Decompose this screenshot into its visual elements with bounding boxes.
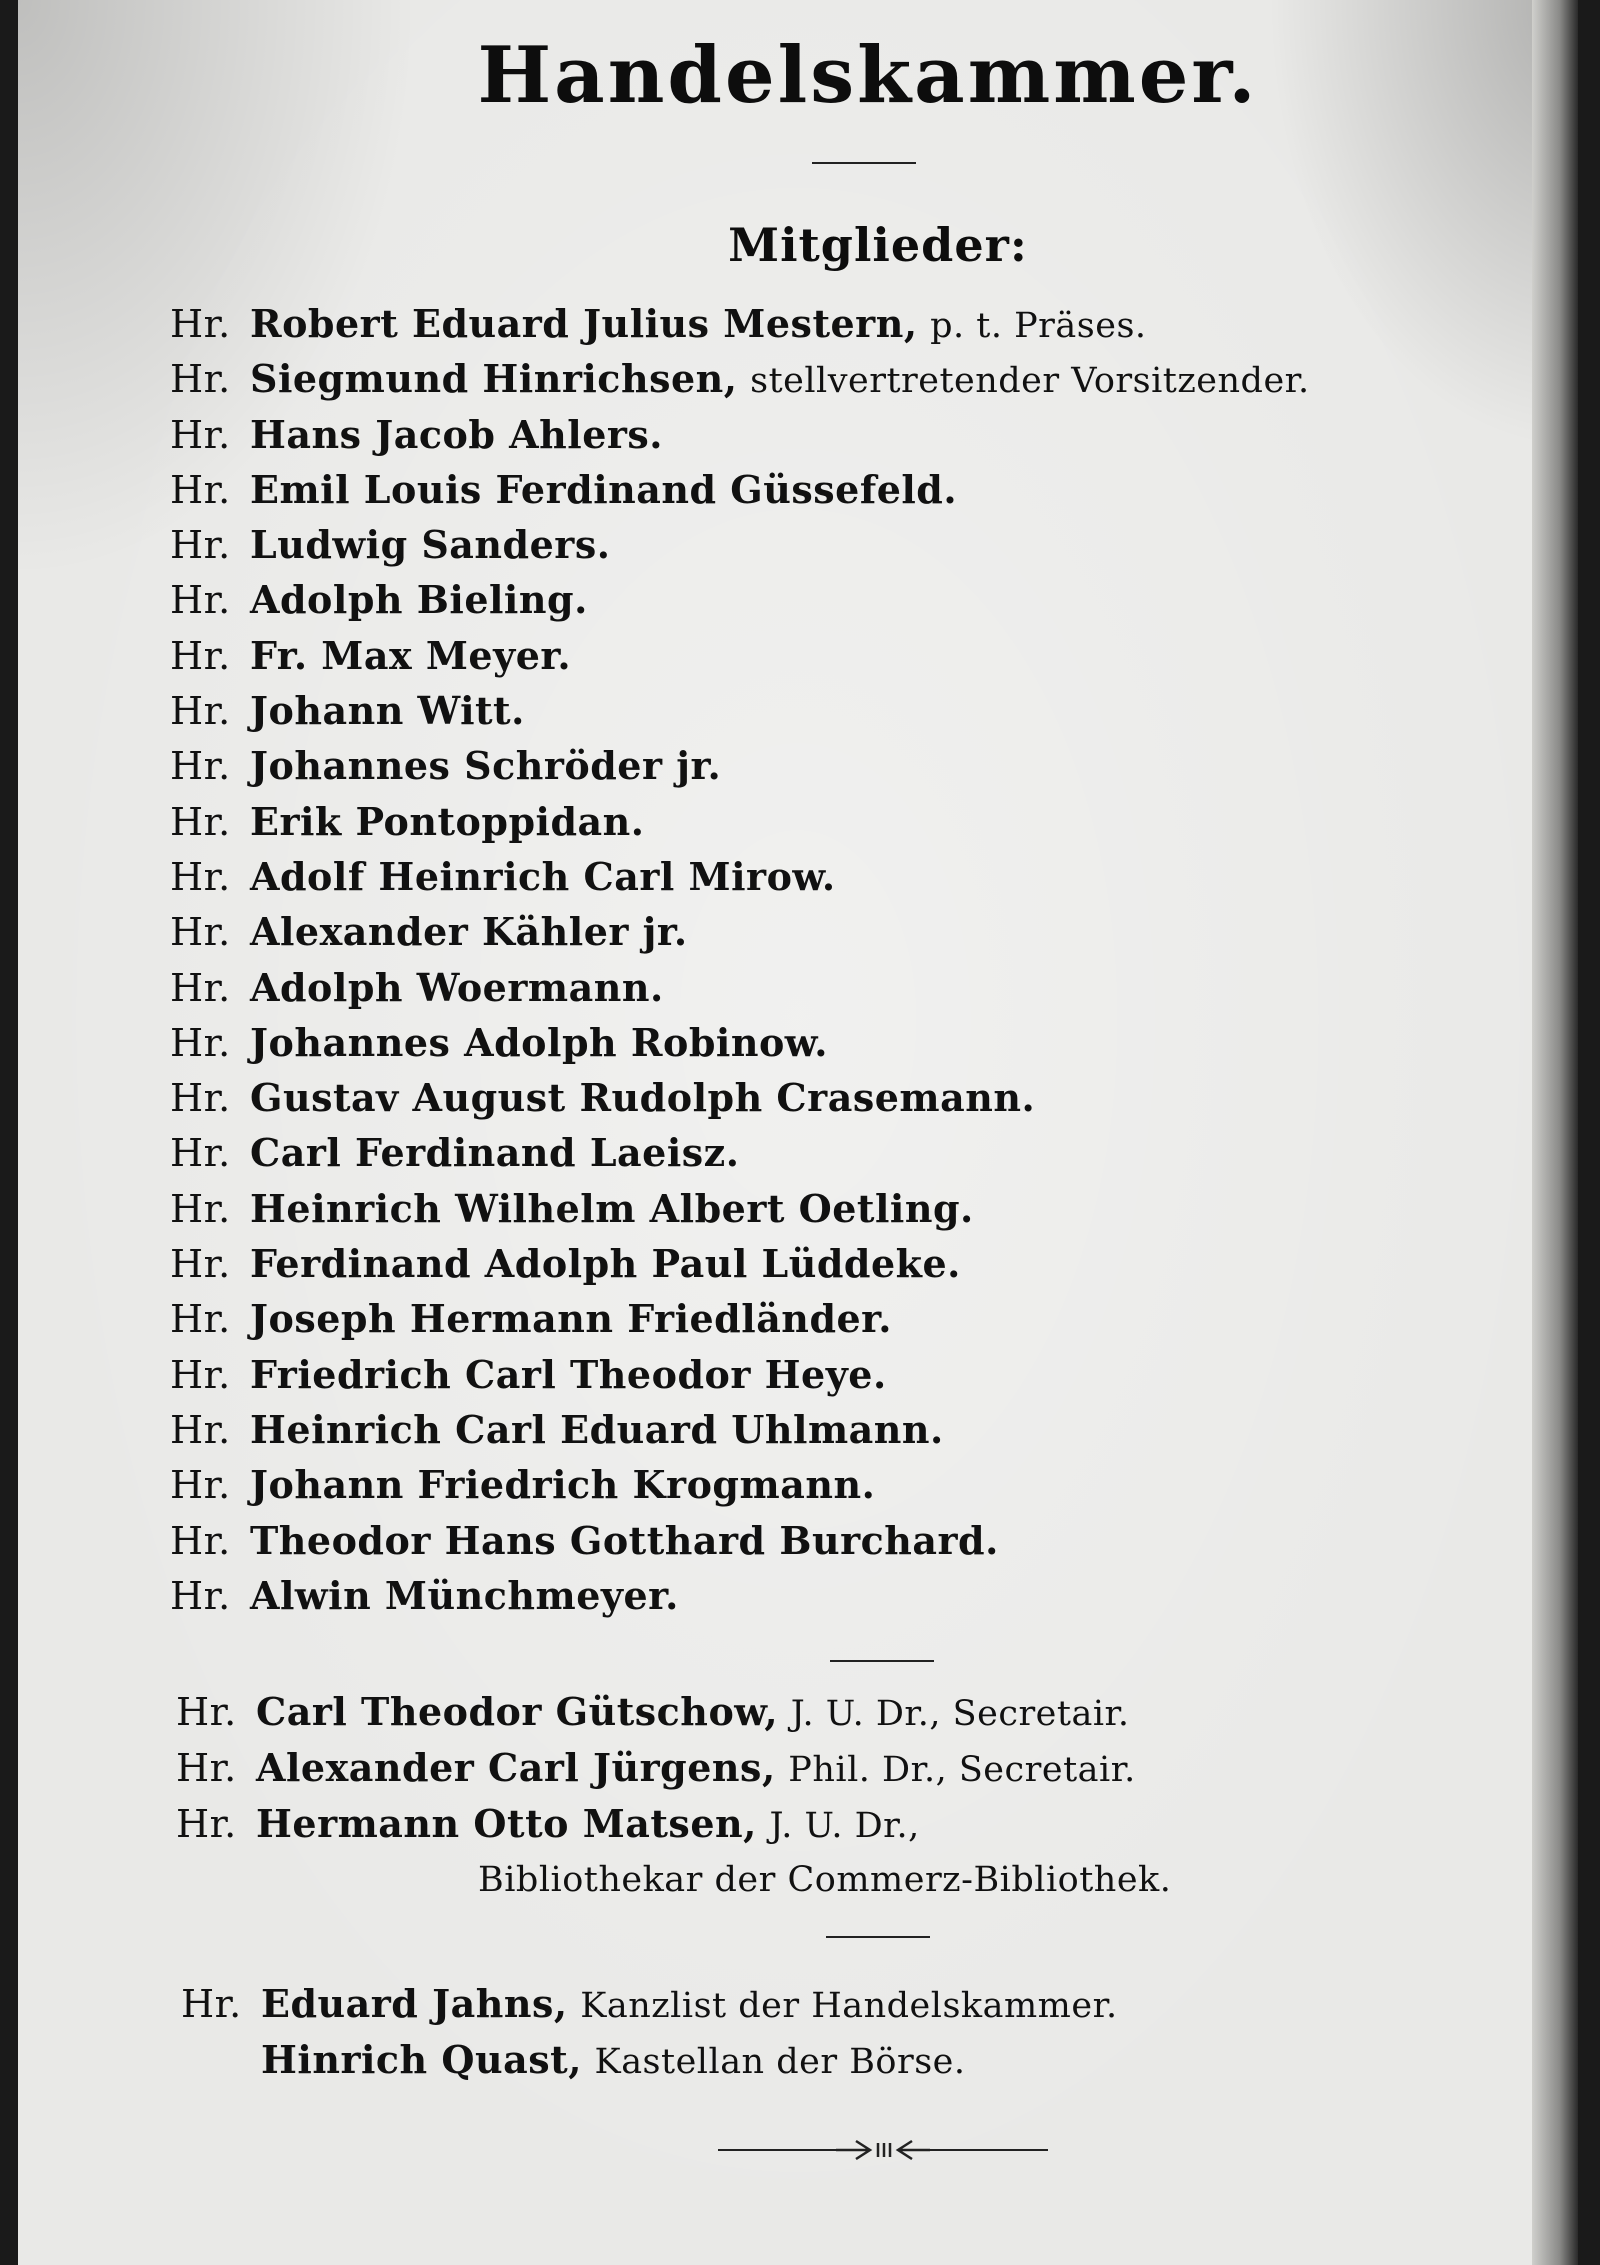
honorific: Hr.: [170, 965, 231, 1010]
secretary-row: [176, 1796, 1171, 1852]
honorific: Hr.: [170, 1131, 231, 1176]
person-name: Alwin Münchmeyer.: [250, 1572, 679, 1618]
secretaries-divider: [826, 1936, 930, 1938]
person-name: Johannes Adolph Robinow.: [250, 1019, 828, 1065]
person-name: Emil Louis Ferdinand Güssefeld.: [250, 466, 958, 512]
person-name: Hinrich Quast,: [261, 2037, 582, 2082]
person-name: Johann Friedrich Krogmann.: [250, 1462, 876, 1508]
person-name: Carl Ferdinand Laeisz.: [250, 1130, 740, 1176]
honorific: Hr.: [170, 412, 231, 457]
honorific: Hr.: [170, 1020, 231, 1065]
honorific: Hr.: [170, 910, 231, 955]
person-name: Johann Witt.: [250, 688, 525, 734]
person-name: Hans Jacob Ahlers.: [250, 411, 664, 457]
member-row: [170, 1070, 1310, 1125]
honorific: Hr.: [170, 1518, 231, 1563]
person-name: Hermann Otto Matsen,: [256, 1801, 757, 1846]
honorific: Hr.: [170, 744, 231, 789]
honorific: Hr.: [170, 1352, 231, 1397]
page-title: Handelskammer.: [477, 30, 1259, 121]
honorific: Hr.: [176, 1746, 237, 1790]
role-description: stellvertretender Vorsitzender.: [750, 361, 1310, 402]
member-row: [170, 1347, 1310, 1402]
member-row: [170, 572, 1310, 627]
section-heading: Mitglieder:: [728, 218, 1028, 272]
role-description: Kastellan der Börse.: [594, 2042, 966, 2082]
person-name: Carl Theodor Gütschow,: [256, 1689, 779, 1734]
honorific: Hr.: [176, 1802, 237, 1846]
member-row: [170, 1181, 1310, 1236]
member-row: [170, 1291, 1310, 1346]
honorific: Hr.: [170, 1186, 231, 1231]
ornament-divider: [718, 2135, 1048, 2165]
person-name: Theodor Hans Gotthard Burchard.: [250, 1517, 999, 1563]
member-row: [170, 1457, 1310, 1512]
member-row: [170, 904, 1310, 959]
member-row: [170, 628, 1310, 683]
honorific: Hr.: [170, 689, 231, 734]
role-description: J. U. Dr., Secretair.: [790, 1694, 1130, 1734]
honorific: Hr.: [170, 357, 231, 402]
role-description: Kanzlist der Handelskammer.: [580, 1986, 1118, 2026]
member-row: [170, 794, 1310, 849]
member-row: [170, 296, 1310, 351]
secretary-role-continuation: Bibliothekar der Commerz-Bibliothek.: [478, 1860, 1172, 1900]
person-name: Adolph Bieling.: [250, 577, 588, 623]
person-name: Joseph Hermann Friedländer.: [250, 1296, 892, 1342]
honorific: Hr.: [170, 1076, 231, 1121]
role-description: Phil. Dr., Secretair.: [788, 1750, 1136, 1790]
person-name: Johannes Schröder jr.: [250, 743, 722, 789]
member-row: [170, 517, 1310, 572]
member-row: [170, 1236, 1310, 1291]
person-name: Alexander Carl Jürgens,: [256, 1745, 776, 1790]
person-name: Adolph Woermann.: [250, 964, 664, 1010]
member-row: [170, 738, 1310, 793]
honorific: Hr.: [170, 1242, 231, 1287]
person-name: Siegmund Hinrichsen,: [250, 356, 738, 402]
staff-list: [181, 1976, 1118, 2088]
member-row: [170, 351, 1310, 406]
honorific: Hr.: [170, 467, 231, 512]
person-name: Ludwig Sanders.: [250, 522, 611, 568]
member-row: [170, 960, 1310, 1015]
member-row: [170, 849, 1310, 904]
document-page: [18, 0, 1578, 2265]
honorific: Hr.: [170, 302, 231, 346]
staff-row: [181, 1976, 1118, 2032]
person-name: Friedrich Carl Theodor Heye.: [250, 1351, 887, 1397]
person-name: Heinrich Wilhelm Albert Oetling.: [250, 1185, 974, 1231]
page-edge-shadow: [1532, 0, 1578, 2265]
honorific: Hr.: [170, 1573, 231, 1618]
member-row: [170, 1402, 1310, 1457]
title-divider: [812, 162, 916, 164]
member-row: [170, 1513, 1310, 1568]
role-description: J. U. Dr.,: [769, 1806, 920, 1846]
member-row: [170, 462, 1310, 517]
secretary-row: [176, 1684, 1171, 1740]
person-name: Fr. Max Meyer.: [250, 632, 572, 678]
honorific: Hr.: [176, 1690, 237, 1734]
member-row: [170, 1125, 1310, 1180]
honorific: Hr.: [170, 799, 231, 844]
person-name: Heinrich Carl Eduard Uhlmann.: [250, 1406, 944, 1452]
honorific: Hr.: [170, 1297, 231, 1342]
members-list: [170, 296, 1310, 1623]
honorific: Hr.: [170, 1463, 231, 1508]
honorific: Hr.: [170, 578, 231, 623]
member-row: [170, 1015, 1310, 1070]
member-row: [170, 407, 1310, 462]
members-divider: [830, 1660, 934, 1662]
person-name: Robert Eduard Julius Mestern,: [250, 301, 918, 346]
member-row: [170, 1568, 1310, 1623]
honorific: Hr.: [170, 633, 231, 678]
secretaries-list: [176, 1684, 1171, 1908]
person-name: Alexander Kähler jr.: [250, 909, 688, 955]
honorific: Hr.: [170, 854, 231, 899]
person-name: Adolf Heinrich Carl Mirow.: [250, 853, 836, 899]
secretary-row: [176, 1740, 1171, 1796]
person-name: Erik Pontoppidan.: [250, 798, 645, 844]
member-row: [170, 683, 1310, 738]
honorific: Hr.: [170, 1407, 231, 1452]
person-name: Gustav August Rudolph Crasemann.: [250, 1075, 1036, 1121]
person-name: Eduard Jahns,: [261, 1981, 568, 2026]
honorific: Hr.: [181, 1982, 242, 2026]
role-description: p. t. Präses.: [930, 306, 1147, 346]
staff-row: [181, 2032, 1118, 2088]
honorific: Hr.: [170, 523, 231, 568]
person-name: Ferdinand Adolph Paul Lüddeke.: [250, 1241, 961, 1287]
